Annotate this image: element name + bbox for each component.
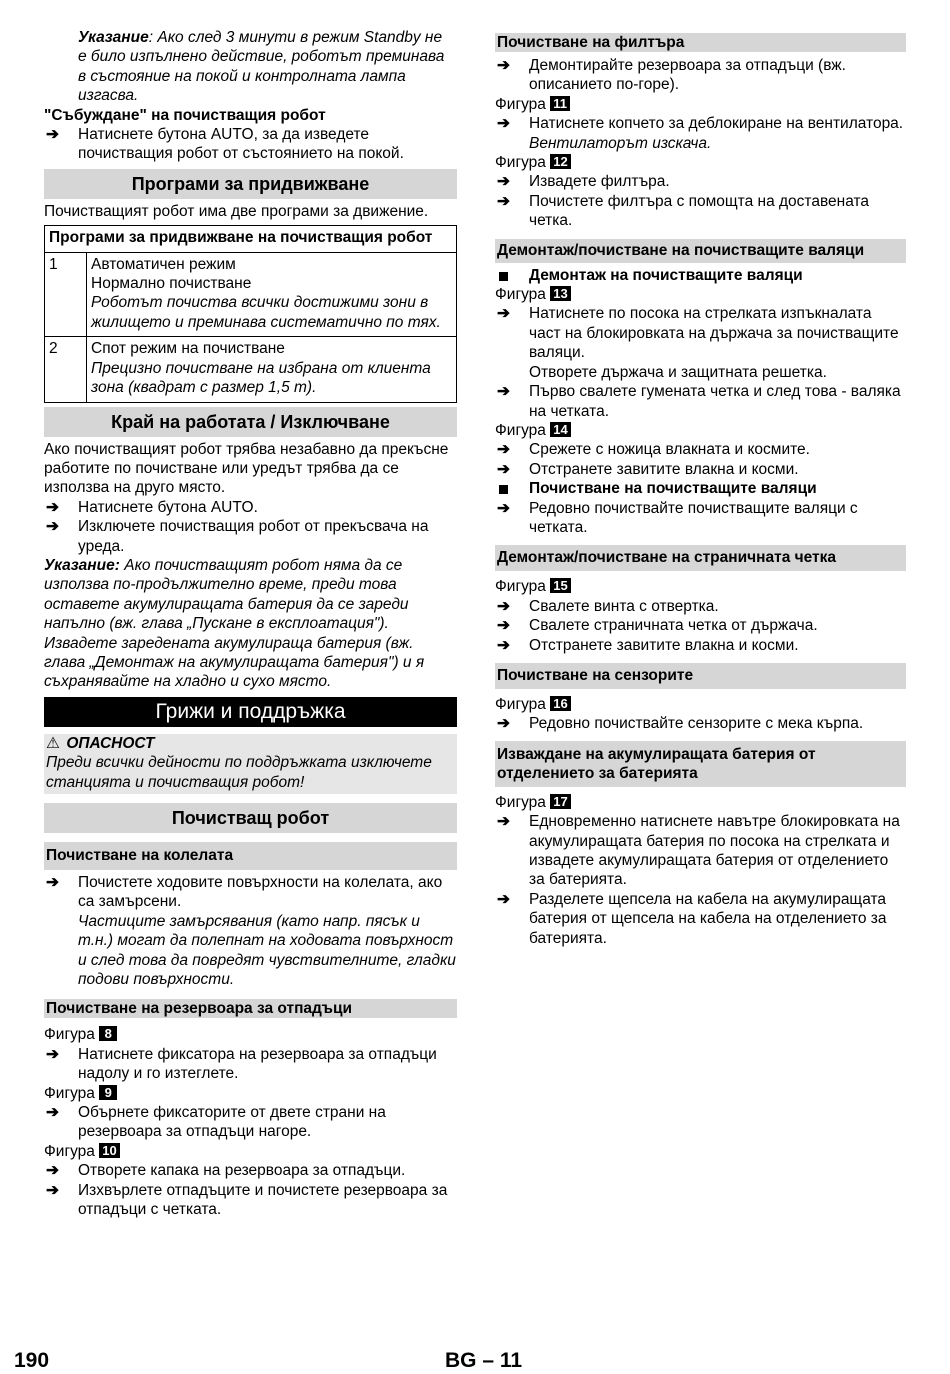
- end-text: Ако почистващият робот трябва незабавно да прекъсне работите по почистване или уредът трябва да се използва на друго място.: [44, 440, 449, 497]
- section-heading-programs: Програми за придвижване: [44, 169, 457, 199]
- arrow-icon: ➔: [46, 1045, 59, 1063]
- arrow-icon: ➔: [497, 192, 510, 210]
- section-heading-end: Край на работата / Изключване: [44, 407, 457, 437]
- row-description: Роботът почиства всички достижими зони в жилището и преминава систематично по тях.: [91, 294, 441, 331]
- subsection-heading-rollers: Демонтаж/почистване на почистващите валяци: [495, 239, 906, 263]
- arrow-icon: ➔: [497, 597, 510, 615]
- figure-number: 16: [550, 696, 570, 711]
- arrow-icon: ➔: [497, 115, 510, 133]
- sensors-step: [495, 714, 906, 733]
- step-text: Обърнете фиксаторите от двете страни на резервоара за отпадъци нагоре.: [78, 1104, 386, 1141]
- arrow-icon: ➔: [46, 874, 59, 891]
- danger-text: Преди всички дейности по поддръжката изключете станцията и почистващия робот!: [46, 754, 432, 791]
- step-text: Отстранете завитите влакна и косми.: [529, 636, 799, 654]
- table-row: [45, 337, 457, 402]
- subheading-text: Почистване на почистващите валяци: [529, 480, 817, 498]
- arrow-icon: ➔: [46, 1162, 59, 1180]
- storage-note: [44, 556, 457, 692]
- side-step: [495, 597, 906, 616]
- filter-step: [495, 114, 906, 133]
- arrow-icon: ➔: [497, 173, 510, 191]
- bullet-square-icon: [499, 485, 508, 494]
- subheading-text: Демонтаж на почистващите валяци: [529, 266, 803, 284]
- figure-number: 9: [99, 1085, 117, 1100]
- subsection-heading-filter: Почистване на филтъра: [495, 33, 906, 52]
- step-text: Натиснете копчето за деблокиране на вентилатора.: [529, 115, 904, 133]
- programs-table: [44, 225, 457, 402]
- standby-note: [44, 28, 457, 106]
- figure-label: Фигура: [44, 1026, 95, 1044]
- rollers-step: [495, 304, 906, 362]
- wheels-note: Частиците замърсявания (като напр. пясък и т.н.) могат да полепнат на ходовата повърхност и след това да повредят чувствителните, гладки подови повърхности.: [78, 912, 456, 989]
- row-title: Автоматичен режим: [91, 255, 236, 273]
- bin-step: [44, 1103, 457, 1142]
- right-column: [495, 33, 906, 948]
- step-text: Почистете ходовите повърхности на колелата, ако са замърсени.: [78, 874, 443, 911]
- rollers-step: [495, 382, 906, 421]
- programs-intro: Почистващият робот има две програми за движение.: [44, 202, 429, 220]
- rollers-step: [495, 499, 906, 538]
- row-content: [87, 337, 457, 402]
- bin-step: [44, 1181, 457, 1220]
- arrow-icon: ➔: [497, 305, 510, 323]
- filter-step: [495, 56, 906, 95]
- step-text: Свалете винта с отвертка.: [529, 597, 719, 615]
- arrow-icon: ➔: [497, 715, 510, 733]
- arrow-icon: ➔: [46, 1104, 59, 1122]
- figure-label: Фигура: [44, 1084, 95, 1102]
- step-text: Демонтирайте резервоара за отпадъци (вж. описанието по-горе).: [529, 57, 846, 94]
- rollers-step: [495, 460, 906, 479]
- step-text: Изключете почистващия робот от прекъсвача на уреда.: [78, 518, 429, 555]
- danger-title: [46, 734, 455, 753]
- figure-label: Фигура: [495, 154, 546, 172]
- row-description: Прецизно почистване на избрана от клиента зона (квадрат с размер 1,5 m).: [91, 359, 431, 397]
- figure-ref: [495, 153, 906, 172]
- table-header: Програми за придвижване на почистващия робот: [45, 226, 457, 252]
- figure-number: 10: [99, 1143, 119, 1158]
- arrow-icon: ➔: [497, 813, 510, 831]
- chapter-heading-care: Грижи и поддръжка: [44, 697, 457, 727]
- side-step: [495, 636, 906, 655]
- end-step: [44, 498, 457, 517]
- row-title: Спот режим на почистване: [91, 340, 285, 358]
- table-row: [45, 252, 457, 337]
- left-column: [44, 28, 457, 1220]
- step-text: Свалете страничната четка от държача.: [529, 617, 818, 635]
- figure-label: Фигура: [495, 793, 546, 811]
- figure-label: Фигура: [495, 695, 546, 713]
- arrow-icon: ➔: [497, 636, 510, 654]
- battery-step: [495, 812, 906, 890]
- step-text: Едновременно натиснете навътре блокировката на акумулиращата батерия по посока на стрелката и извадете акумулиращата батерия от отделението за батерията.: [529, 813, 900, 889]
- note-label: Указание:: [44, 556, 120, 574]
- figure-ref: [44, 1142, 457, 1161]
- figure-number: 14: [550, 422, 570, 437]
- figure-label: Фигура: [495, 578, 546, 596]
- arrow-icon: ➔: [46, 518, 59, 536]
- subsection-heading-sensors: Почистване на сензорите: [495, 663, 906, 689]
- row-content: [87, 252, 457, 337]
- figure-number: 12: [550, 154, 570, 169]
- figure-ref: [44, 1025, 457, 1044]
- note-text: Ако почистващият робот няма да се използва по-продължително време, преди това оставете акумулиращата батерия да се зареди напълно (вж. глава „Пускане в експлоатация"). Извадете заредената акумулираща батерия (вж. глава „Демонтаж на акумулиращата батерия") и я съхранявайте на хладно и сухо място.: [44, 556, 425, 691]
- figure-ref: [495, 695, 906, 714]
- arrow-icon: ➔: [497, 57, 510, 74]
- subsection-heading-wheels: Почистване на колелата: [44, 842, 457, 870]
- arrow-icon: ➔: [497, 441, 510, 459]
- step-text: Натиснете фиксатора на резервоара за отпадъци надолу и го изтеглете.: [78, 1045, 437, 1083]
- rollers-step: [495, 440, 906, 459]
- step-text: Разделете щепсела на кабела на акумулиращата батерия от щепсела на кабела на отделението за батерията.: [529, 890, 887, 947]
- figure-ref: [495, 95, 906, 114]
- figure-number: 15: [550, 578, 570, 593]
- arrow-icon: ➔: [46, 1181, 59, 1199]
- step-text: Срежете с ножица влакната и космите.: [529, 441, 810, 459]
- figure-ref: [495, 577, 906, 596]
- step-text: Отворете капака на резервоара за отпадъци.: [78, 1162, 406, 1180]
- filter-step: [495, 192, 906, 231]
- rollers-step-continuation: Отворете държача и защитната решетка.: [529, 363, 827, 381]
- step-text: Първо свалете гумената четка и след това - валяка на четката.: [529, 383, 901, 420]
- figure-label: Фигура: [44, 1142, 95, 1160]
- step-text: Натиснете бутона AUTO.: [78, 498, 258, 516]
- step-text: Редовно почиствайте сензорите с мека кърпа.: [529, 715, 864, 733]
- step-text: Извадете филтъра.: [529, 173, 670, 191]
- danger-label: ОПАСНОСТ: [66, 734, 155, 752]
- row-number: 2: [45, 337, 87, 402]
- rollers-subheading: [495, 266, 906, 285]
- filter-note: Вентилаторът изскача.: [529, 134, 712, 152]
- figure-number: 11: [550, 96, 570, 111]
- figure-ref: [495, 421, 906, 440]
- arrow-icon: ➔: [46, 126, 59, 144]
- step-text: Изхвърлете отпадъците и почистете резервоара за отпадъци с четката.: [78, 1181, 448, 1219]
- step-text: Почистете филтъра с помощта на доставената четка.: [529, 192, 870, 230]
- filter-step: [495, 172, 906, 191]
- figure-label: Фигура: [495, 286, 546, 304]
- figure-ref: [44, 1084, 457, 1103]
- language-page-number: BG – 11: [445, 1349, 523, 1372]
- figure-ref: [495, 793, 906, 812]
- side-step: [495, 616, 906, 635]
- figure-number: 13: [550, 286, 570, 301]
- subsection-heading-bin: Почистване на резервоара за отпадъци: [44, 999, 457, 1018]
- page-number: 190: [14, 1349, 50, 1372]
- arrow-icon: ➔: [497, 890, 510, 908]
- battery-step: [495, 890, 906, 948]
- rollers-subheading: [495, 479, 906, 498]
- arrow-icon: ➔: [497, 499, 510, 517]
- danger-box: [44, 734, 457, 794]
- step-text: Отстранете завитите влакна и косми.: [529, 460, 799, 478]
- figure-label: Фигура: [495, 95, 546, 113]
- warning-triangle-icon: ⚠: [46, 734, 60, 752]
- bin-step: [44, 1161, 457, 1180]
- figure-number: 17: [550, 794, 570, 809]
- subsection-heading-battery: Изваждане на акумулиращата батерия от отделението за батерията: [495, 741, 906, 787]
- row-subtitle: Нормално почистване: [91, 275, 252, 293]
- arrow-icon: ➔: [46, 498, 59, 516]
- arrow-icon: ➔: [497, 460, 510, 478]
- end-step: [44, 517, 457, 556]
- row-number: 1: [45, 252, 87, 337]
- wake-step: [44, 125, 457, 164]
- subsection-heading-side-brush: Демонтаж/почистване на страничната четка: [495, 545, 906, 571]
- wake-heading: "Събуждане" на почистващия робот: [44, 106, 326, 124]
- wheels-step: [44, 873, 457, 912]
- step-text: Натиснете по посока на стрелката изпъкналата част на блокировката на държача за почистващите валяци.: [529, 305, 899, 362]
- note-text: : Ако след 3 минути в режим Standby не е било изпълнено действие, роботът преминава в състояние на покой и контролната лампа изгасва.: [78, 29, 445, 105]
- figure-ref: [495, 285, 906, 304]
- section-heading-robot: Почистващ робот: [44, 803, 457, 833]
- bin-step: [44, 1045, 457, 1084]
- figure-number: 8: [99, 1026, 117, 1041]
- arrow-icon: ➔: [497, 383, 510, 401]
- step-text: Редовно почиствайте почистващите валяци с четката.: [529, 499, 858, 536]
- note-label: Указание: [78, 29, 149, 46]
- step-text: Натиснете бутона AUTO, за да изведете почистващия робот от състоянието на покой.: [78, 126, 404, 163]
- bullet-square-icon: [499, 272, 508, 281]
- arrow-icon: ➔: [497, 617, 510, 635]
- figure-label: Фигура: [495, 421, 546, 439]
